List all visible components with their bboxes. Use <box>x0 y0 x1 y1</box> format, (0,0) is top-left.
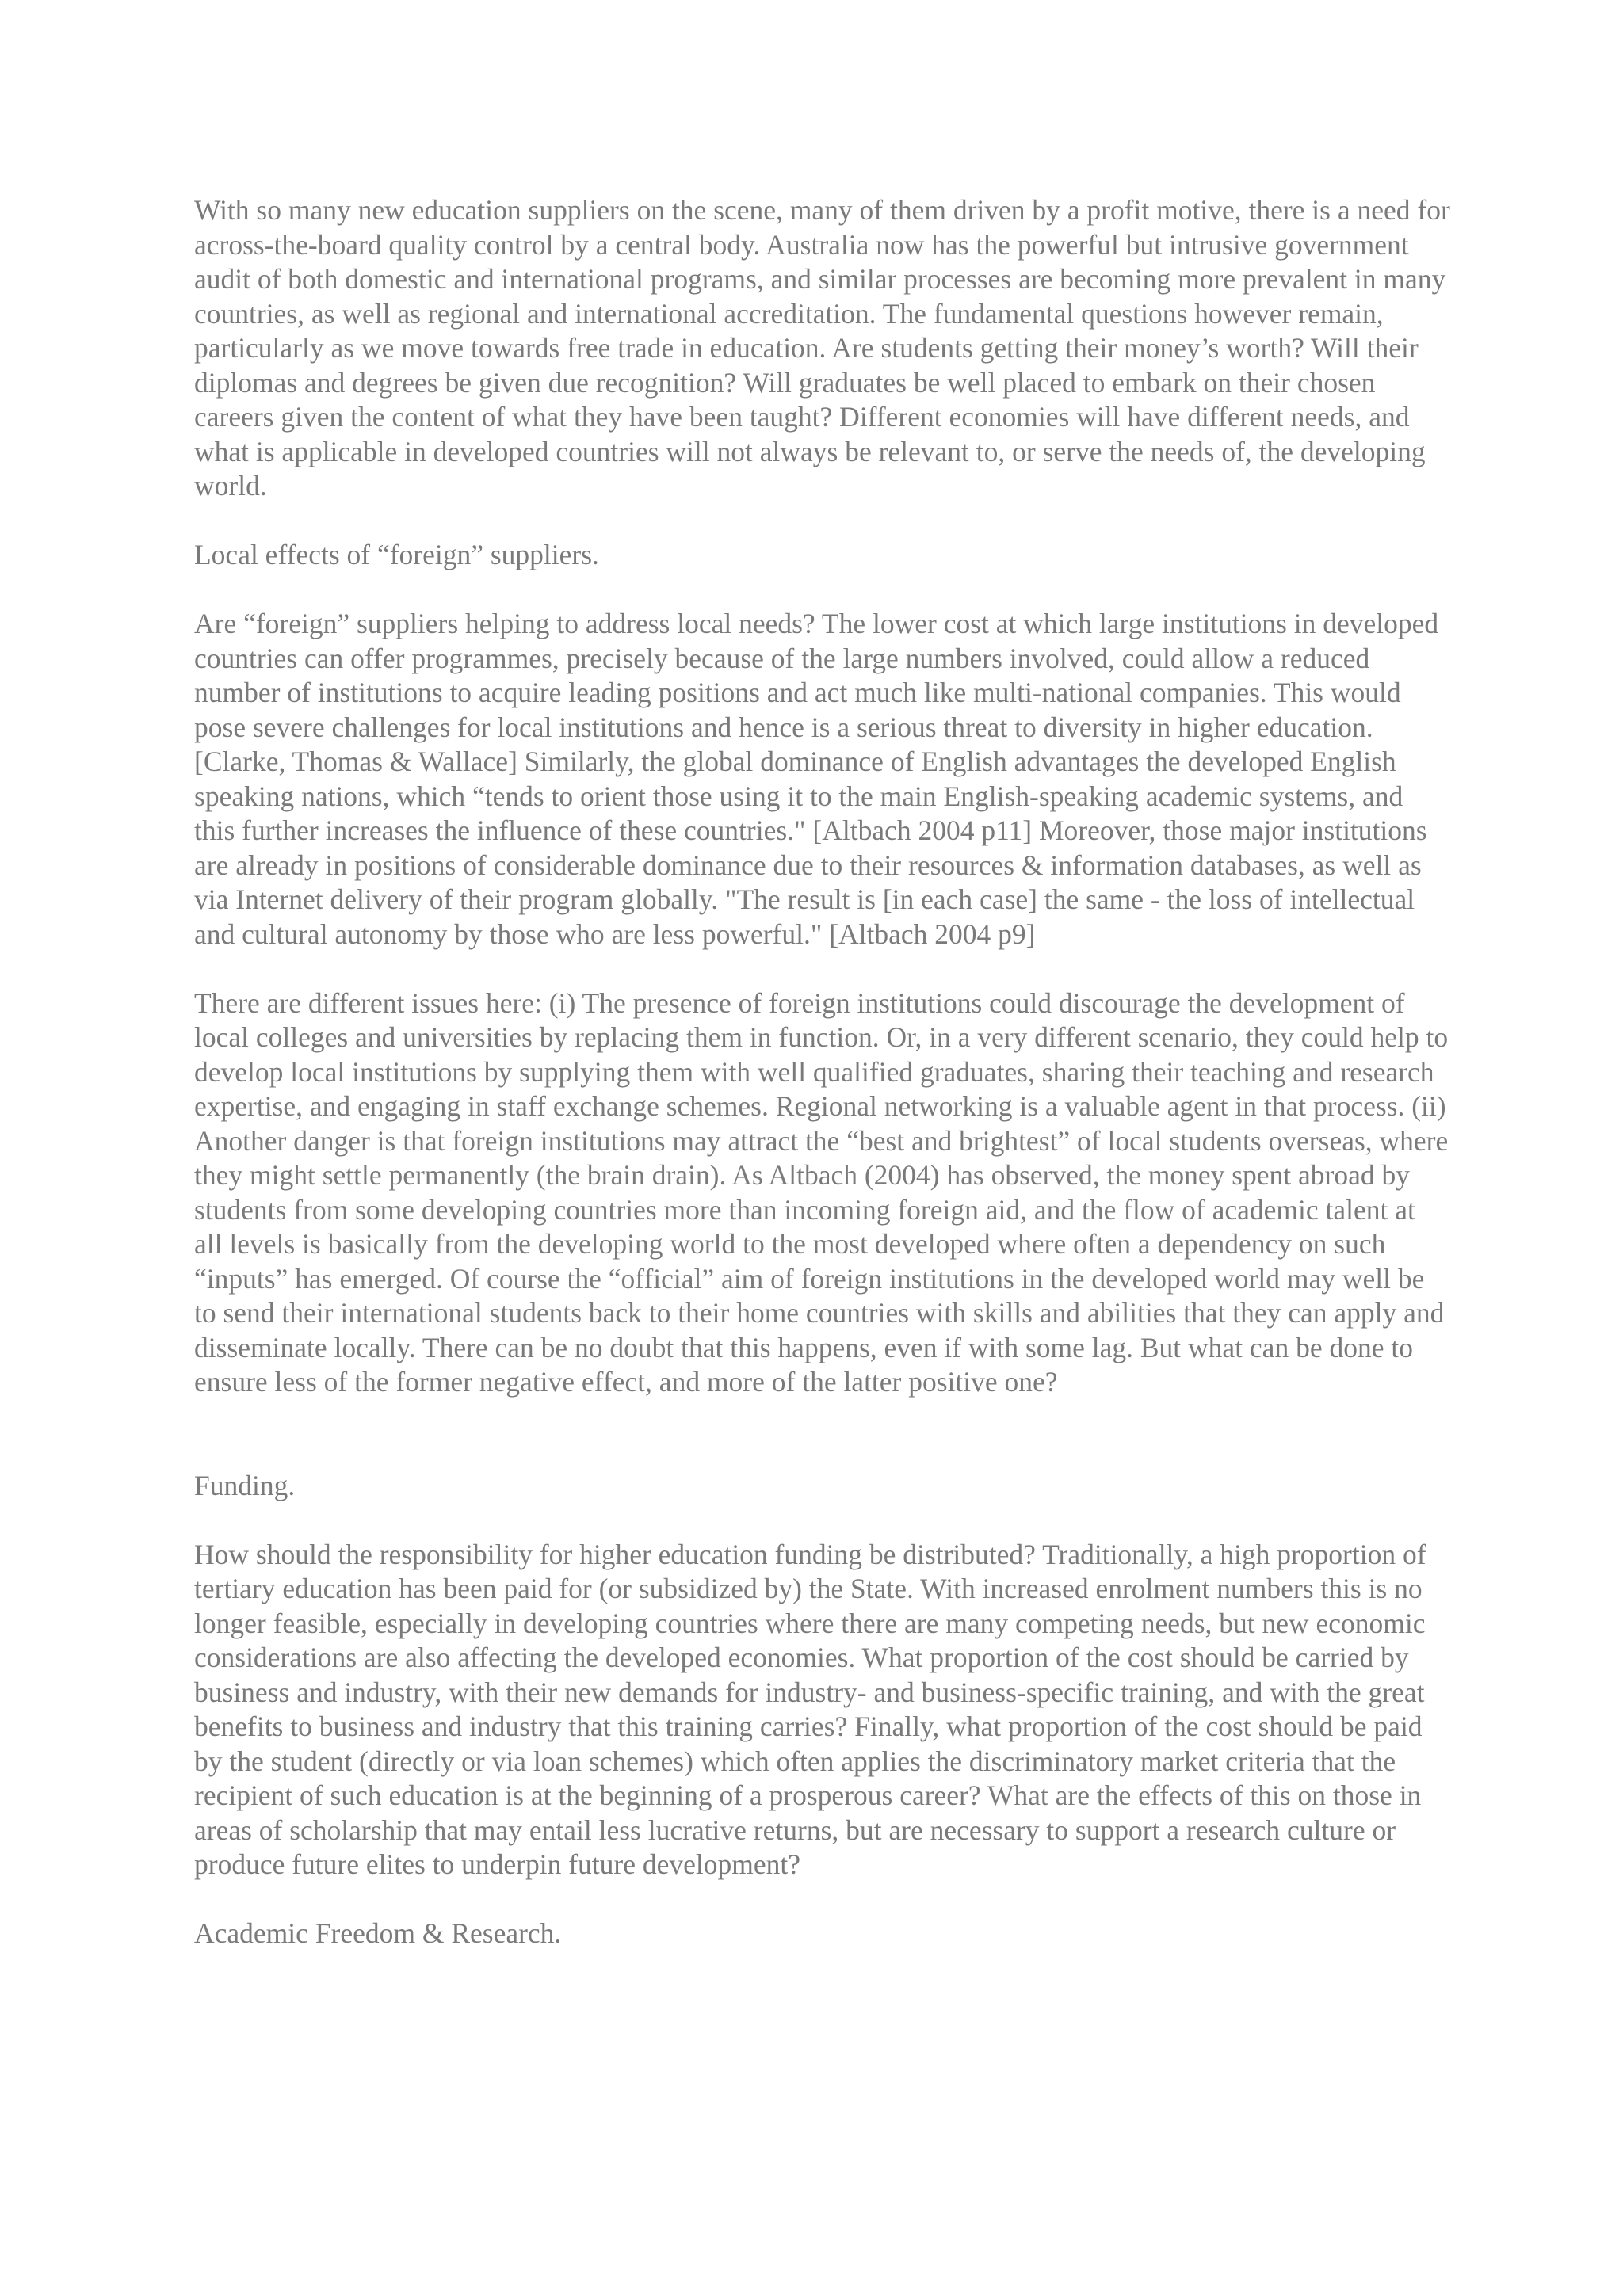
paragraph-foreign-suppliers: Are “foreign” suppliers helping to address local needs? The lower cost at which large institutions in developed countries can offer programmes, precisely because of the large numbers involved, could allow a reduced number of institutions to acquire leading positions and act much like multi-national companies. This would pose severe challenges for local institutions and hence is a serious threat to diversity in higher education. [Clarke, Thomas & Wallace] Similarly, the global dominance of English advantages the developed English speaking nations, which “tends to orient those using it to the main English-speaking academic systems, and this further increases the influence of these countries." [Altbach 2004 p11] Moreover, those major institutions are already in positions of considerable dominance due to their resources & information databases, as well as via Internet delivery of their program globally. "The result is [in each case] the same - the loss of intellectual and cultural autonomy by those who are less powerful." [Altbach 2004 p9] <box>194 608 1439 950</box>
paragraph-spacer <box>194 1882 1450 1917</box>
heading-funding: Funding. <box>194 1469 296 1501</box>
document-body <box>194 193 1450 1951</box>
paragraph-spacer <box>194 573 1450 608</box>
paragraph-funding: How should the responsibility for higher education funding be distributed? Traditionally, a high proportion of tertiary education has been paid for (or subsidized by) the State. With increased enrolment numbers this is no longer feasible, especially in developing countries where there are many competing needs, but new economic considerations are also affecting the developed economies. What proportion of the cost should be carried by business and industry, with their new demands for industry- and business-specific training, and with the great benefits to business and industry that this training carries? Finally, what proportion of the cost should be paid by the student (directly or via loan schemes) which often applies the discriminatory market criteria that the recipient of such education is at the beginning of a prosperous career? What are the effects of this on those in areas of scholarship that may entail less lucrative returns, but are necessary to support a research culture or produce future elites to underpin future development? <box>194 1538 1426 1880</box>
paragraph-quality-control: With so many new education suppliers on the scene, many of them driven by a profit motive, there is a need for across-the-board quality control by a central body. Australia now has the powerful but intrusive government audit of both domestic and international programs, and similar processes are becoming more prevalent in many countries, as well as regional and international accreditation. The fundamental questions however remain, particularly as we move towards free trade in education. Are students getting their money’s worth? Will their diplomas and degrees be given due recognition? Will graduates be well placed to embark on their chosen careers given the content of what they have been taught? Different economies will have different needs, and what is applicable in developed countries will not always be relevant to, or serve the needs of, the developing world. <box>194 194 1450 502</box>
heading-academic-freedom: Academic Freedom & Research. <box>194 1917 562 1949</box>
heading-local-effects: Local effects of “foreign” suppliers. <box>194 539 599 570</box>
paragraph-spacer <box>194 1400 1450 1469</box>
paragraph-spacer <box>194 504 1450 539</box>
paragraph-spacer <box>194 952 1450 986</box>
paragraph-different-issues: There are different issues here: (i) The presence of foreign institutions could discourage the development of local colleges and universities by replacing them in function. Or, in a very different scenario, they could help to develop local institutions by supplying them with well qualified graduates, sharing their teaching and research expertise, and engaging in staff exchange schemes. Regional networking is a valuable agent in that process. (ii) Another danger is that foreign institutions may attract the “best and brightest” of local students overseas, where they might settle permanently (the brain drain). As Altbach (2004) has observed, the money spent abroad by students from some developing countries more than incoming foreign aid, and the flow of academic talent at all levels is basically from the developing world to the most developed where often a dependency on such “inputs” has emerged. Of course the “official” aim of foreign institutions in the developed world may well be to send their international students back to their home countries with skills and abilities that they can apply and disseminate locally. There can be no doubt that this happens, even if with some lag. But what can be done to ensure less of the former negative effect, and more of the latter positive one? <box>194 986 1449 1398</box>
paragraph-spacer <box>194 1503 1450 1538</box>
